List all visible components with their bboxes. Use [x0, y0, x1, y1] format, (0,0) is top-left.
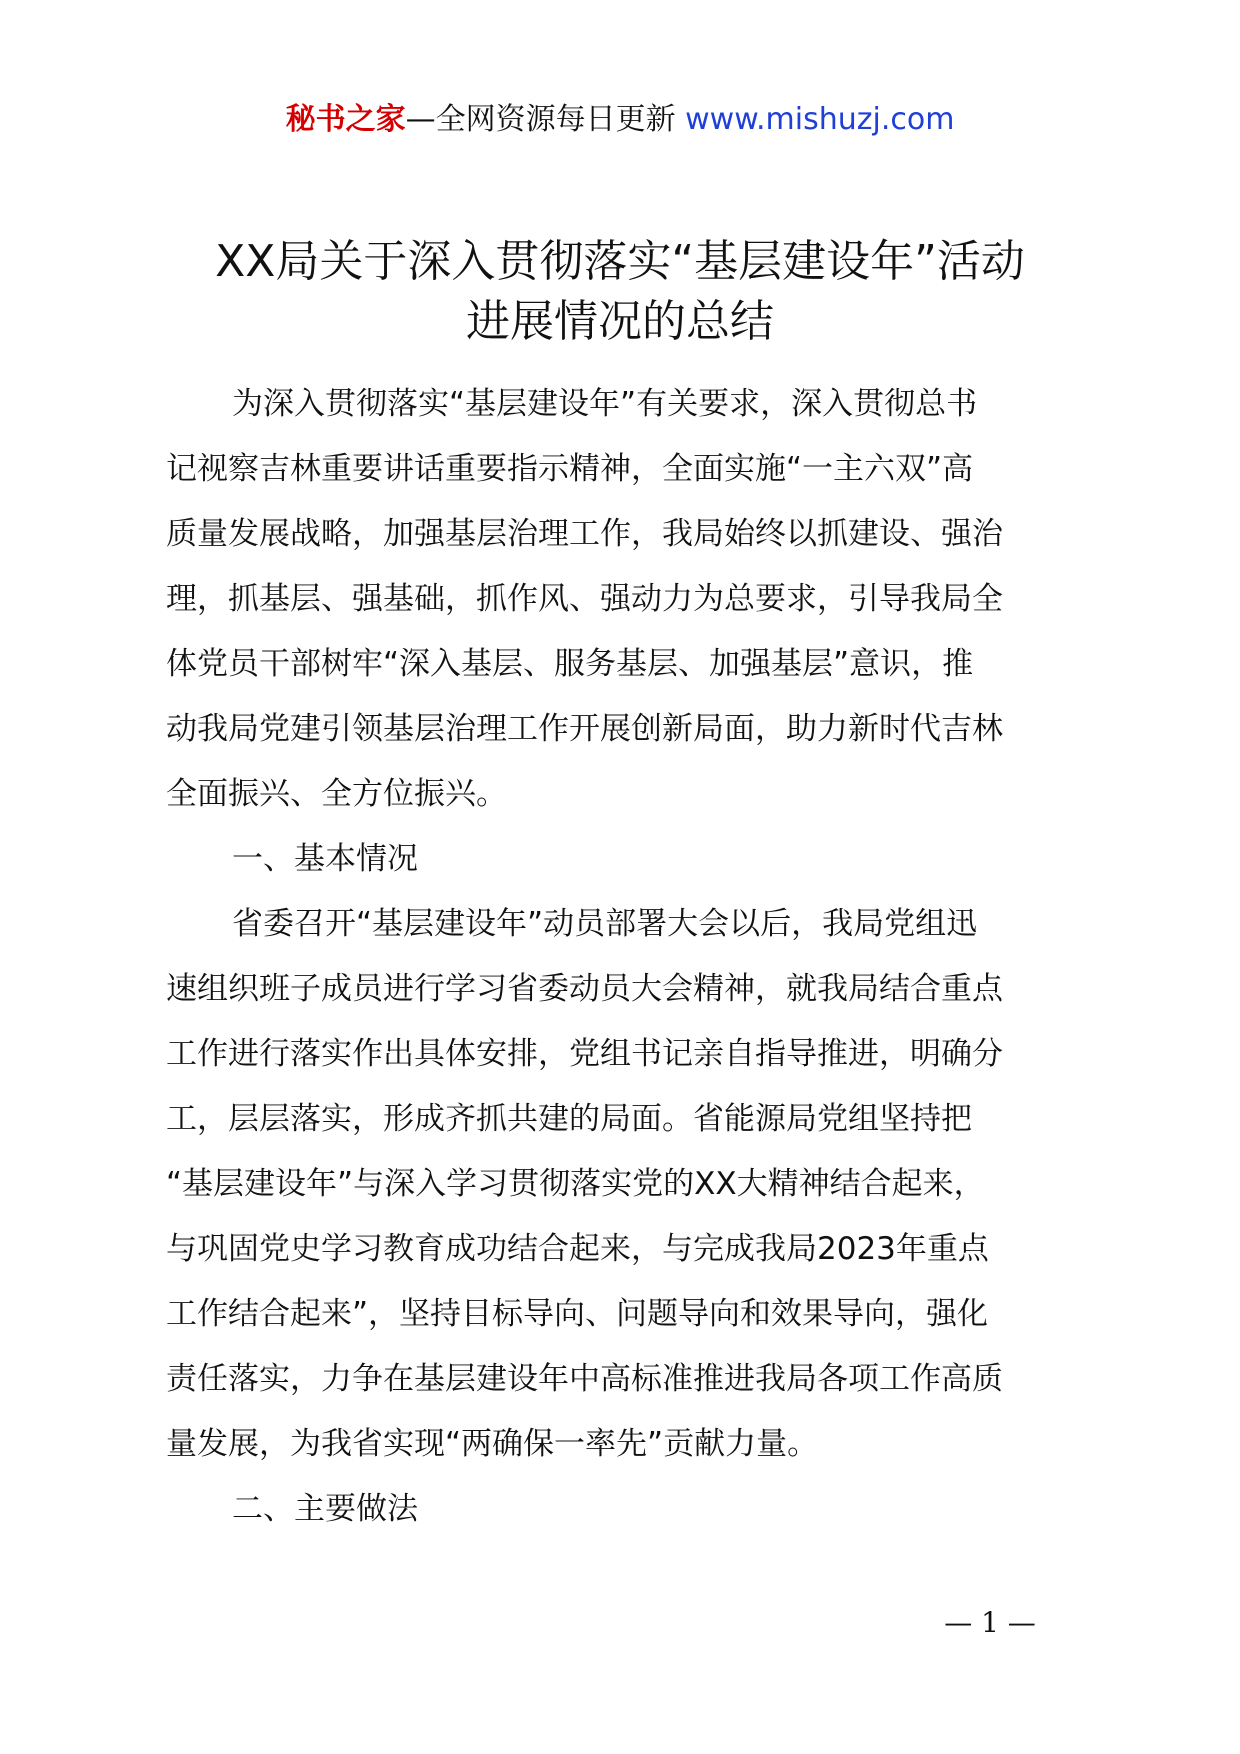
section-heading: 一、基本情况 [232, 841, 418, 877]
document-body [166, 372, 1111, 1542]
paragraph-line: 责任落实，力争在基层建设年中高标准推进我局各项工作高质 [166, 1361, 1003, 1397]
brand-name: 秘书之家 [285, 102, 406, 137]
paragraph-line: 为深入贯彻落实“基层建设年”有关要求，深入贯彻总书 [232, 386, 978, 422]
paragraph-line: 动我局党建引领基层治理工作开展创新局面，助力新时代吉林 [166, 711, 1003, 747]
paragraph-line: 与巩固党史学习教育成功结合起来，与完成我局2023年重点 [166, 1231, 989, 1267]
paragraph-line: 体党员干部树牢“深入基层、服务基层、加强基层”意识，推 [166, 646, 974, 682]
header-slogan: —全网资源每日更新 [405, 102, 676, 137]
title-line: 进展情况的总结 [466, 296, 774, 347]
paragraph-line: 工作进行落实作出具体安排，党组书记亲自指导推进，明确分 [166, 1036, 1003, 1072]
paragraph-line: 质量发展战略，加强基层治理工作，我局始终以抓建设、强治 [166, 516, 1003, 552]
paragraph-line: 省委召开“基层建设年”动员部署大会以后，我局党组迅 [232, 906, 978, 942]
paragraph-line: 工作结合起来”，坚持目标导向、问题导向和效果导向，强化 [166, 1296, 989, 1332]
paragraph-line: 速组织班子成员进行学习省委动员大会精神，就我局结合重点 [166, 971, 1003, 1007]
paragraph-line: 记视察吉林重要讲话重要指示精神，全面实施“一主六双”高 [166, 451, 974, 487]
site-url-link[interactable]: www.mishuzj.com [685, 102, 955, 137]
section-heading: 二、主要做法 [232, 1491, 418, 1527]
paragraph-line: 理，抓基层、强基础，抓作风、强动力为总要求，引导我局全 [166, 581, 1003, 617]
site-header [0, 100, 1240, 140]
page-number: — 1 — [944, 1606, 1036, 1639]
paragraph-line: 工，层层落实，形成齐抓共建的局面。省能源局党组坚持把 [166, 1101, 972, 1137]
paragraph-line: 量发展，为我省实现“两确保一率先”贡献力量。 [166, 1426, 819, 1462]
paragraph-line: 全面振兴、全方位振兴。 [166, 776, 507, 812]
paragraph-line: “基层建设年”与深入学习贯彻落实党的XX大精神结合起来， [166, 1166, 985, 1202]
document-title [100, 232, 1140, 352]
title-line: XX局关于深入贯彻落实“基层建设年”活动 [215, 236, 1025, 287]
